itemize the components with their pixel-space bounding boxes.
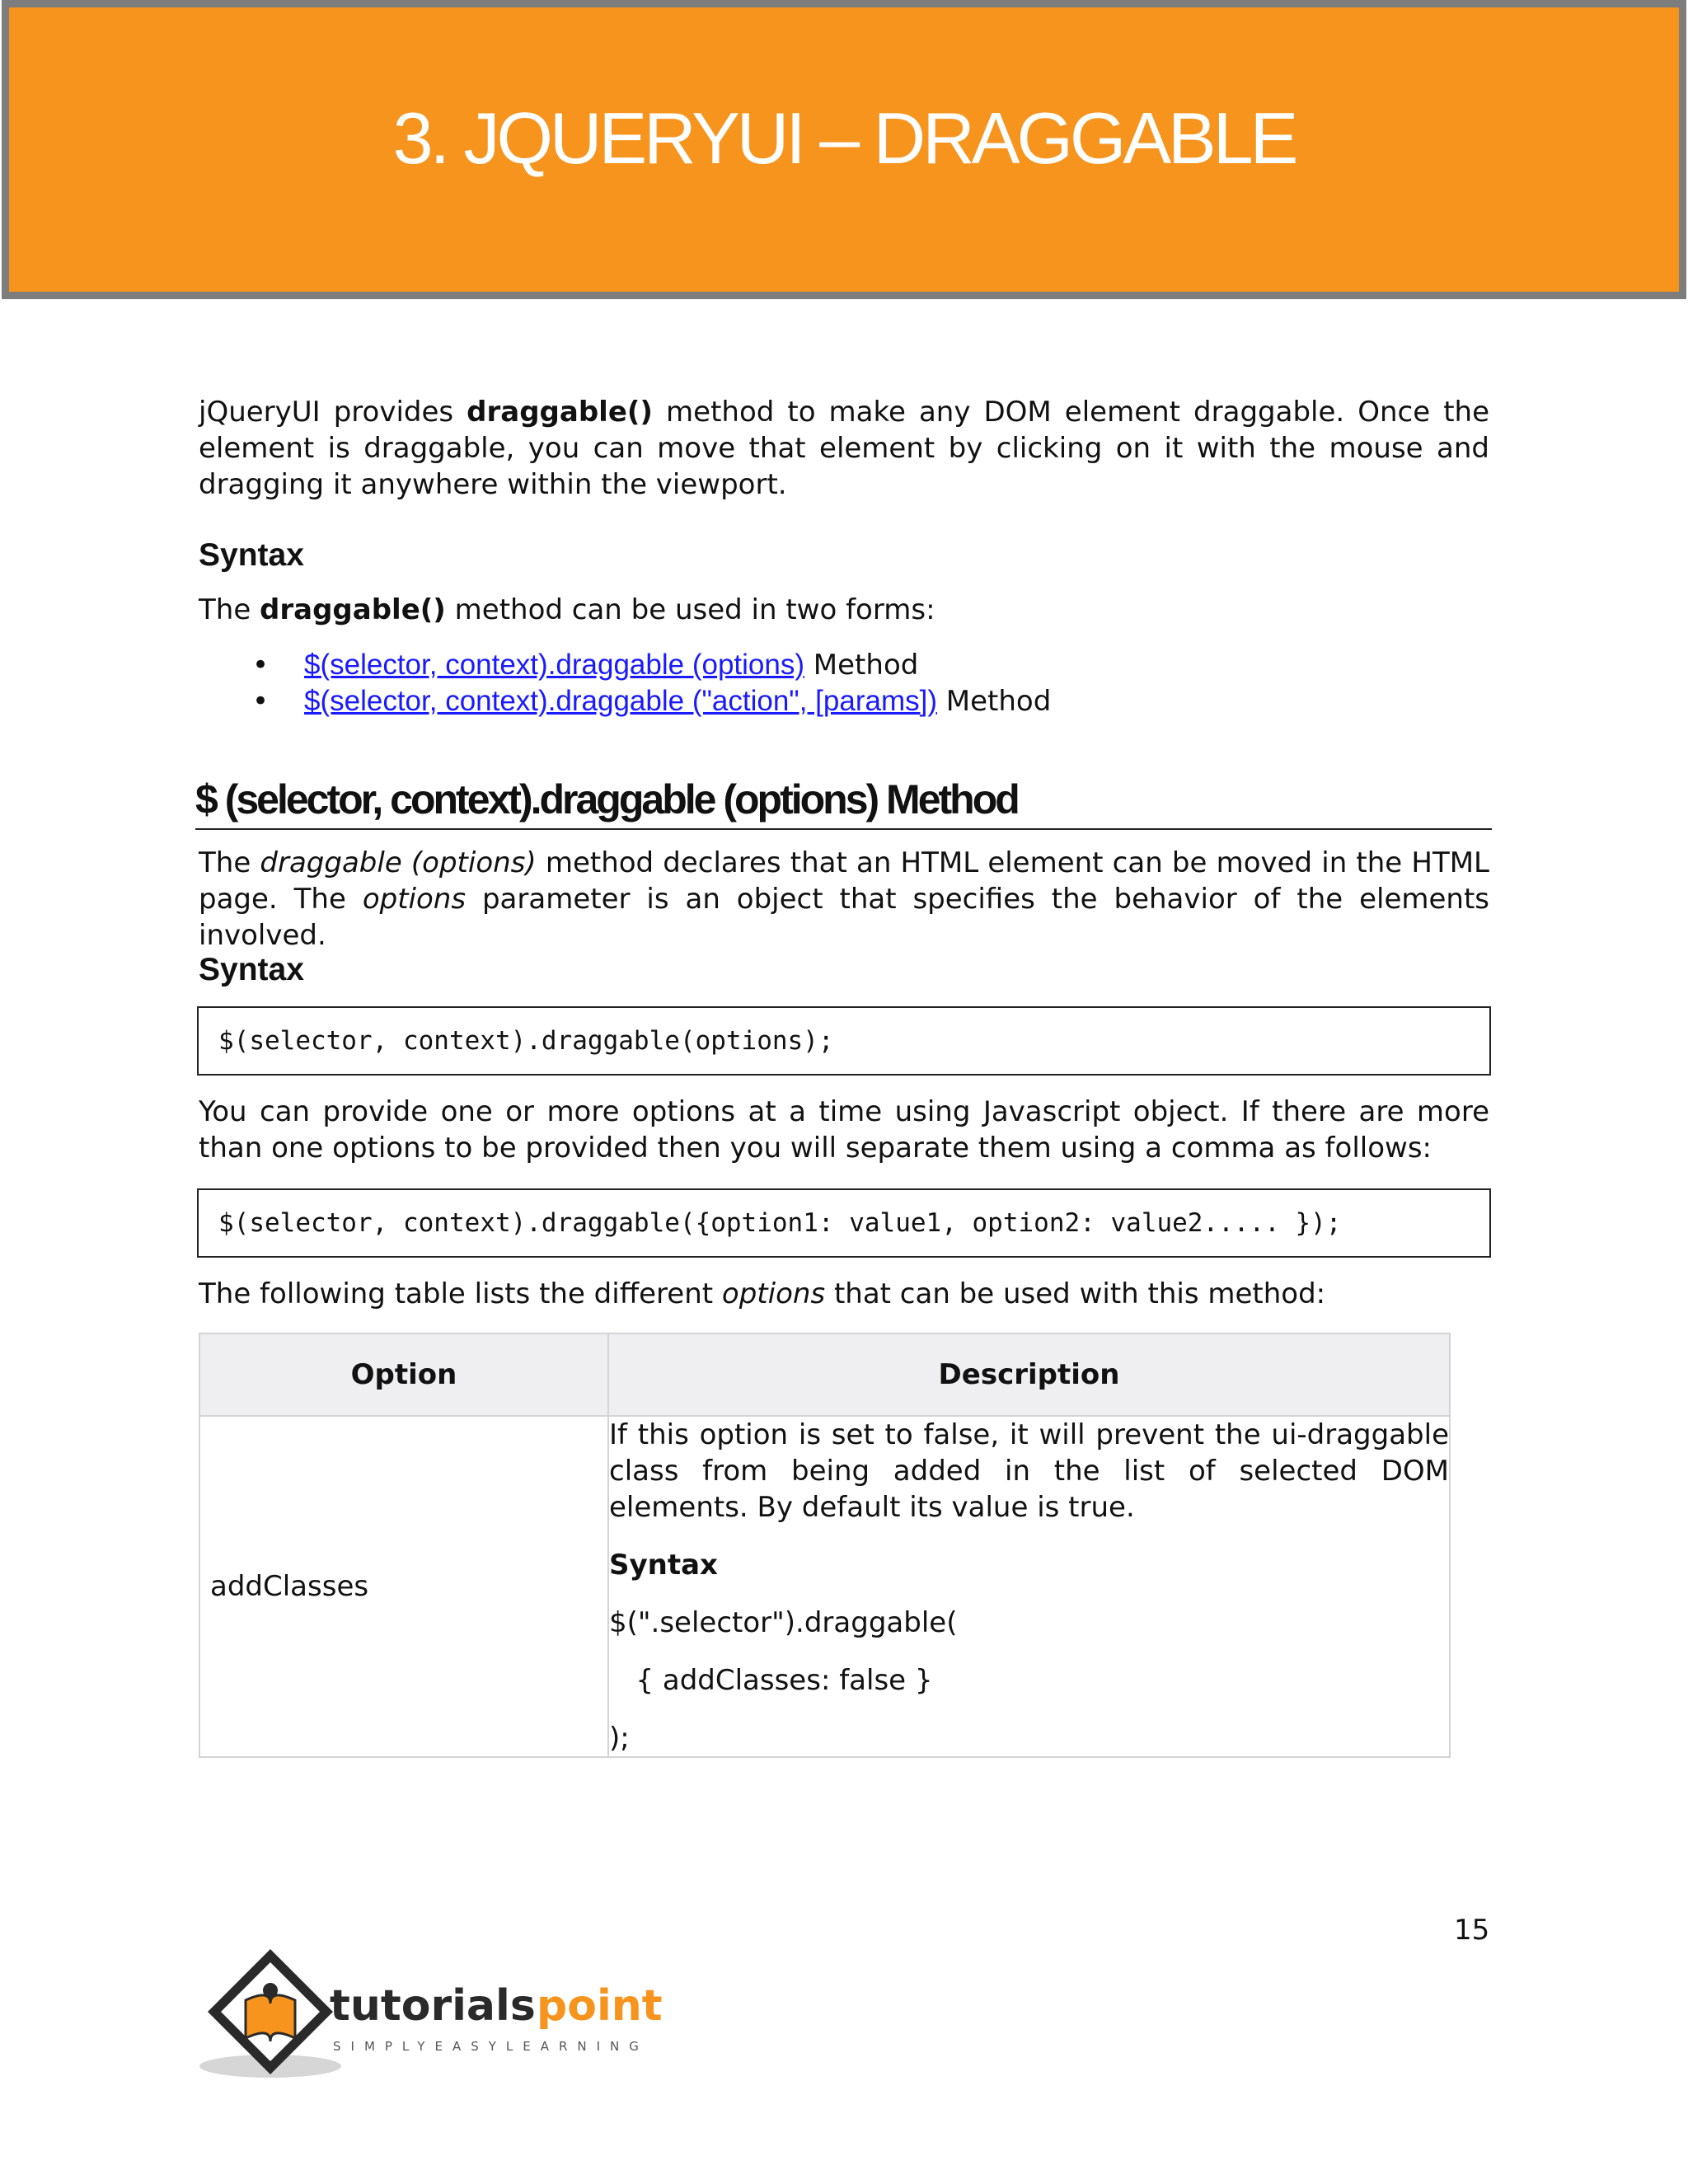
description-cell xyxy=(608,1416,1450,1757)
table-row xyxy=(199,1416,1450,1757)
syntax-heading-2: Syntax xyxy=(199,952,304,987)
option-description: If this option is set to false, it will prevent the ui-draggable class from being added in the list of selected DOM elements. By default its value is true. xyxy=(609,1418,1449,1524)
bullet-icon: • xyxy=(252,685,270,718)
table-intro: The following table lists the different options that can be used with this method: xyxy=(199,1277,1326,1310)
options-table xyxy=(199,1333,1451,1758)
options-paragraph: You can provide one or more options at a time using Javascript object. If there are more than one options to be provided then you will separate them using a comma as follows: xyxy=(199,1095,1489,1165)
logo-book-icon xyxy=(246,1995,295,2041)
section-paragraph: The draggable (options) method declares that an HTML element can be moved in the HTML page. The options parameter is an object that specifies the behavior of the elements involved. xyxy=(199,846,1490,952)
list-item: • $(selector, context).draggable (options) Method xyxy=(252,649,919,682)
option-syntax-label: Syntax xyxy=(609,1549,718,1582)
list-item: • $(selector, context).draggable ("action", [params]) Method xyxy=(252,685,1052,718)
option-column-header: Option xyxy=(199,1333,608,1416)
chapter-title: 3. JQUERYUI – DRAGGABLE xyxy=(392,97,1296,179)
option-name-cell: addClasses xyxy=(199,1416,608,1757)
logo-head-icon xyxy=(263,1983,278,1998)
options-form-link[interactable]: $(selector, context).draggable (options) xyxy=(304,649,804,681)
action-form-link[interactable]: $(selector, context).draggable ("action", [params]) xyxy=(304,685,937,717)
table-header-row xyxy=(199,1333,1450,1416)
bullet-icon: • xyxy=(252,649,270,682)
tutorialspoint-logo xyxy=(195,1941,689,2089)
forms-paragraph: The draggable() method can be used in two forms: xyxy=(199,593,935,626)
intro-paragraph: jQueryUI provides draggable() method to make any DOM element draggable. Once the element is draggable, you can move that element by clicking on it with the mouse and dragging it anywhere within the viewport. xyxy=(199,396,1489,501)
logo-word-point: point xyxy=(537,1981,663,2031)
option-syntax-line-3: ); xyxy=(609,1722,630,1755)
page-number: 15 xyxy=(1454,1914,1490,1947)
syntax-code-block: $(selector, context).draggable(options); xyxy=(197,1006,1491,1076)
chapter-banner xyxy=(2,0,1686,299)
logo-tagline: SIMPLYEASYLEARNING xyxy=(333,2039,649,2054)
draggable-method-name: draggable() xyxy=(467,396,653,429)
syntax-heading-1: Syntax xyxy=(199,537,304,573)
logo-word-tutorials: tutorials xyxy=(330,1981,536,2031)
forms-list xyxy=(199,647,1435,719)
option-syntax-line-2: { addClasses: false } xyxy=(609,1664,933,1697)
description-column-header: Description xyxy=(608,1333,1450,1416)
section-heading: $ (selector, context).draggable (options) Method xyxy=(195,772,1492,830)
option-syntax-line-1: $(".selector").draggable( xyxy=(609,1606,958,1639)
multi-option-code-block: $(selector, context).draggable({option1: value1, option2: value2..... }); xyxy=(197,1188,1491,1258)
